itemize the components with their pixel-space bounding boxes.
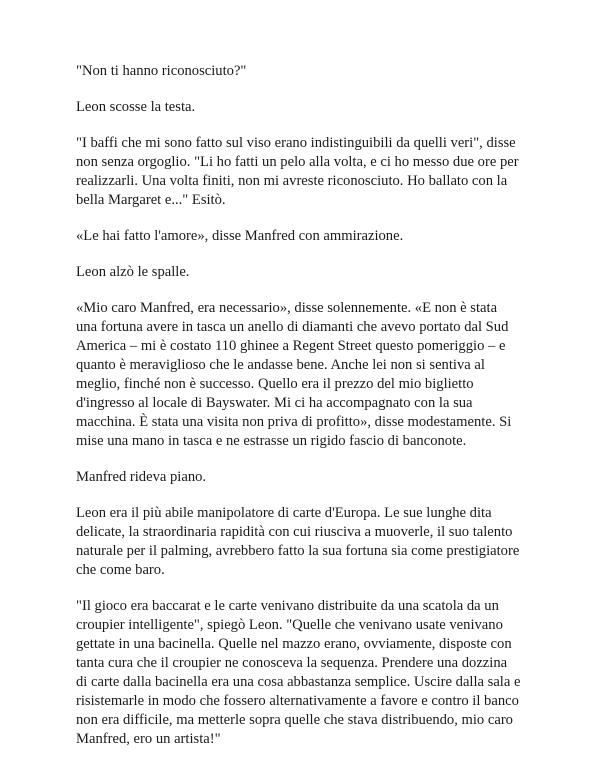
- paragraph-1: "Non ti hanno riconosciuto?": [76, 63, 247, 79]
- paragraph-9: "Il gioco era baccarat e le carte venivano distribuite da una scatola da un croupier intelligente", spiegò Leon. "Quelle che venivano usate venivano gettate in una bacinella. Quelle nel mazzo erano, ovviamente, disposte con tanta cura che il croupier ne conosceva la sequenza. Prendere una dozzina di carte dalla bacinella era una cosa abbastanza semplice. Uscire dalla sala e risistemarle in modo che fossero alternativamente a favore e contro il banco non era difficile, ma metterle sopra quelle che stava distribuendo, mio caro Manfred, ero un artista!": [76, 598, 521, 747]
- paragraph-3: "I baffi che mi sono fatto sul viso erano indistinguibili da quelli veri", disse non senza orgoglio. "Li ho fatti un pelo alla volta, e ci ho messo due ore per realizzarli. Una volta finiti, non mi avreste riconosciuto. Ho ballato con la bella Margaret e..." Esitò.: [76, 135, 519, 208]
- paragraph-6: «Mio caro Manfred, era necessario», disse solennemente. «E non è stata una fortuna avere in tasca un anello di diamanti che avevo portato dal Sud America – mi è costato 110 ghinee a Regent Street questo pomeriggio – e quanto è meraviglioso che le andasse bene. Anche lei non si sentiva al meglio, finché non è successo. Quello era il prezzo del mio biglietto d'ingresso al locale di Bayswater. Mi ci ha accompagnato con la sua macchina. È stata una visita non priva di profitto», disse modestamente. Si mise una mano in tasca e ne estrasse un rigido fascio di banconote.: [76, 300, 512, 449]
- paragraph-5: Leon alzò le spalle.: [76, 264, 190, 280]
- paragraph-2: Leon scosse la testa.: [76, 99, 196, 115]
- document-page: [76, 62, 532, 766]
- paragraph-8: Leon era il più abile manipolatore di carte d'Europa. Le sue lunghe dita delicate, la straordinaria rapidità con cui riusciva a muoverle, il suo talento naturale per il palming, avrebbero fatto la sua fortuna sia come prestigiatore che come baro.: [76, 505, 520, 578]
- paragraph-7: Manfred rideva piano.: [76, 469, 207, 485]
- paragraph-4: «Le hai fatto l'amore», disse Manfred con ammirazione.: [76, 228, 404, 244]
